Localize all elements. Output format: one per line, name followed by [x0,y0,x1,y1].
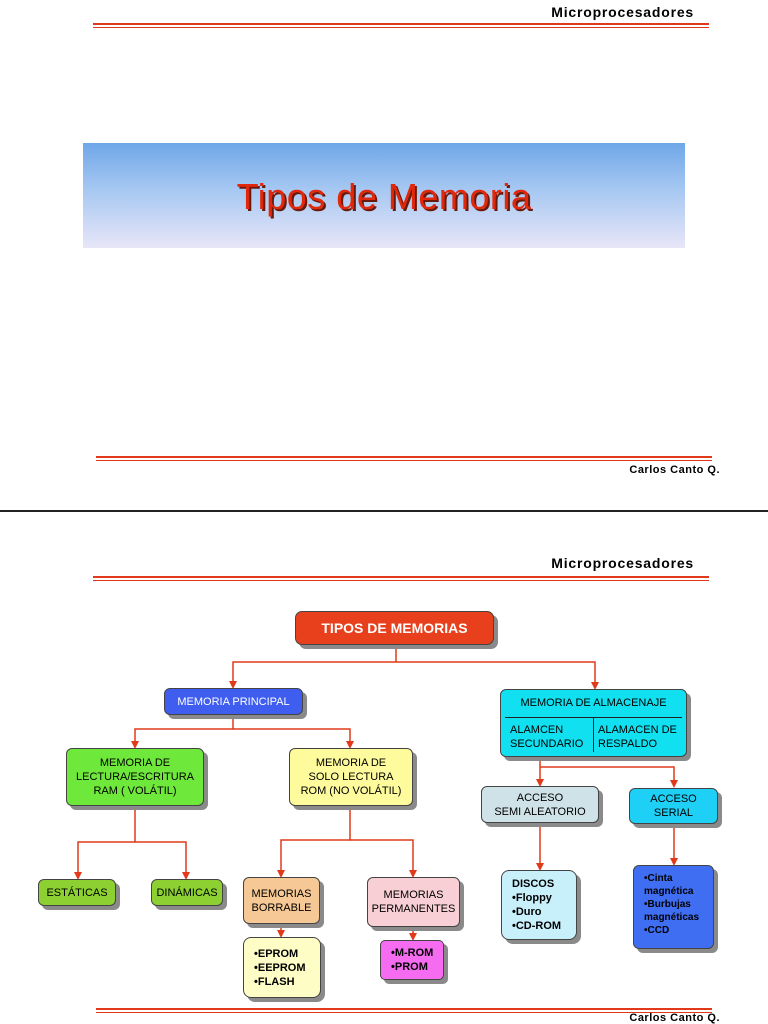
slide-memory-diagram [0,512,768,1024]
connector-root-principal [233,645,396,687]
list-permanentes-items: •M-ROM •PROM [380,940,444,980]
node-acceso-serial: ACCESO SERIAL [629,788,718,824]
node-acceso-semi-aleatorio: ACCESO SEMI ALEATORIO [481,786,599,823]
node-memoria-principal: MEMORIA PRINCIPAL [164,688,303,715]
footer-rule-thin [96,460,712,461]
almacenaje-secundario: ALAMCEN SECUNDARIO [510,724,584,750]
slide-title: Tipos de Memoria [236,176,532,217]
header-rule-thin [93,27,709,28]
connector-ram-dinamicas [135,842,186,878]
footer-author: Carlos Canto Q. [629,1012,720,1024]
title-banner [83,143,685,248]
footer-author: Carlos Canto Q. [629,464,720,476]
connector-respaldo-serial [540,767,674,786]
node-memorias-borrable: MEMORIAS BORRABLE [243,877,320,924]
list-borrable-items: •EPROM •EEPROM •FLASH [243,937,321,998]
footer-rule [96,1008,712,1010]
connector-ram-estaticas [78,807,135,878]
node-memoria-rom: MEMORIA DE SOLO LECTURA ROM (NO VOLÁTIL) [289,748,413,806]
almacenaje-title: MEMORIA DE ALMACENAJE [520,697,667,709]
list-discos: DISCOS •Floppy •Duro •CD-ROM [501,870,577,940]
connector-root-almacenaje [396,662,595,688]
footer-rule [96,456,712,458]
node-estaticas: ESTÁTICAS [38,879,116,906]
almacenaje-respaldo: ALAMACEN DE RESPALDO [598,724,677,750]
connector-principal-ram [135,715,233,747]
node-memoria-ram: MEMORIA DE LECTURA/ESCRITURA RAM ( VOLÁTIL) [66,748,204,806]
header-rule [93,23,709,25]
header-title: Microprocesadores [551,4,694,20]
node-memorias-permanentes: MEMORIAS PERMANENTES [367,877,460,927]
connector-rom-borrable [281,807,350,876]
header-title: Microprocesadores [551,555,694,571]
node-dinamicas: DINÁMICAS [151,879,223,906]
node-memoria-almacenaje [500,689,687,757]
almacenaje-divider-v [593,718,594,752]
connector-principal-rom [233,729,350,747]
node-tipos-de-memorias: TIPOS DE MEMORIAS [295,611,494,645]
footer-rule-thin [96,1012,712,1013]
list-serial-items: •Cinta magnética •Burbujas magnéticas •CCD [633,865,714,949]
connector-rom-permanentes [350,840,413,876]
